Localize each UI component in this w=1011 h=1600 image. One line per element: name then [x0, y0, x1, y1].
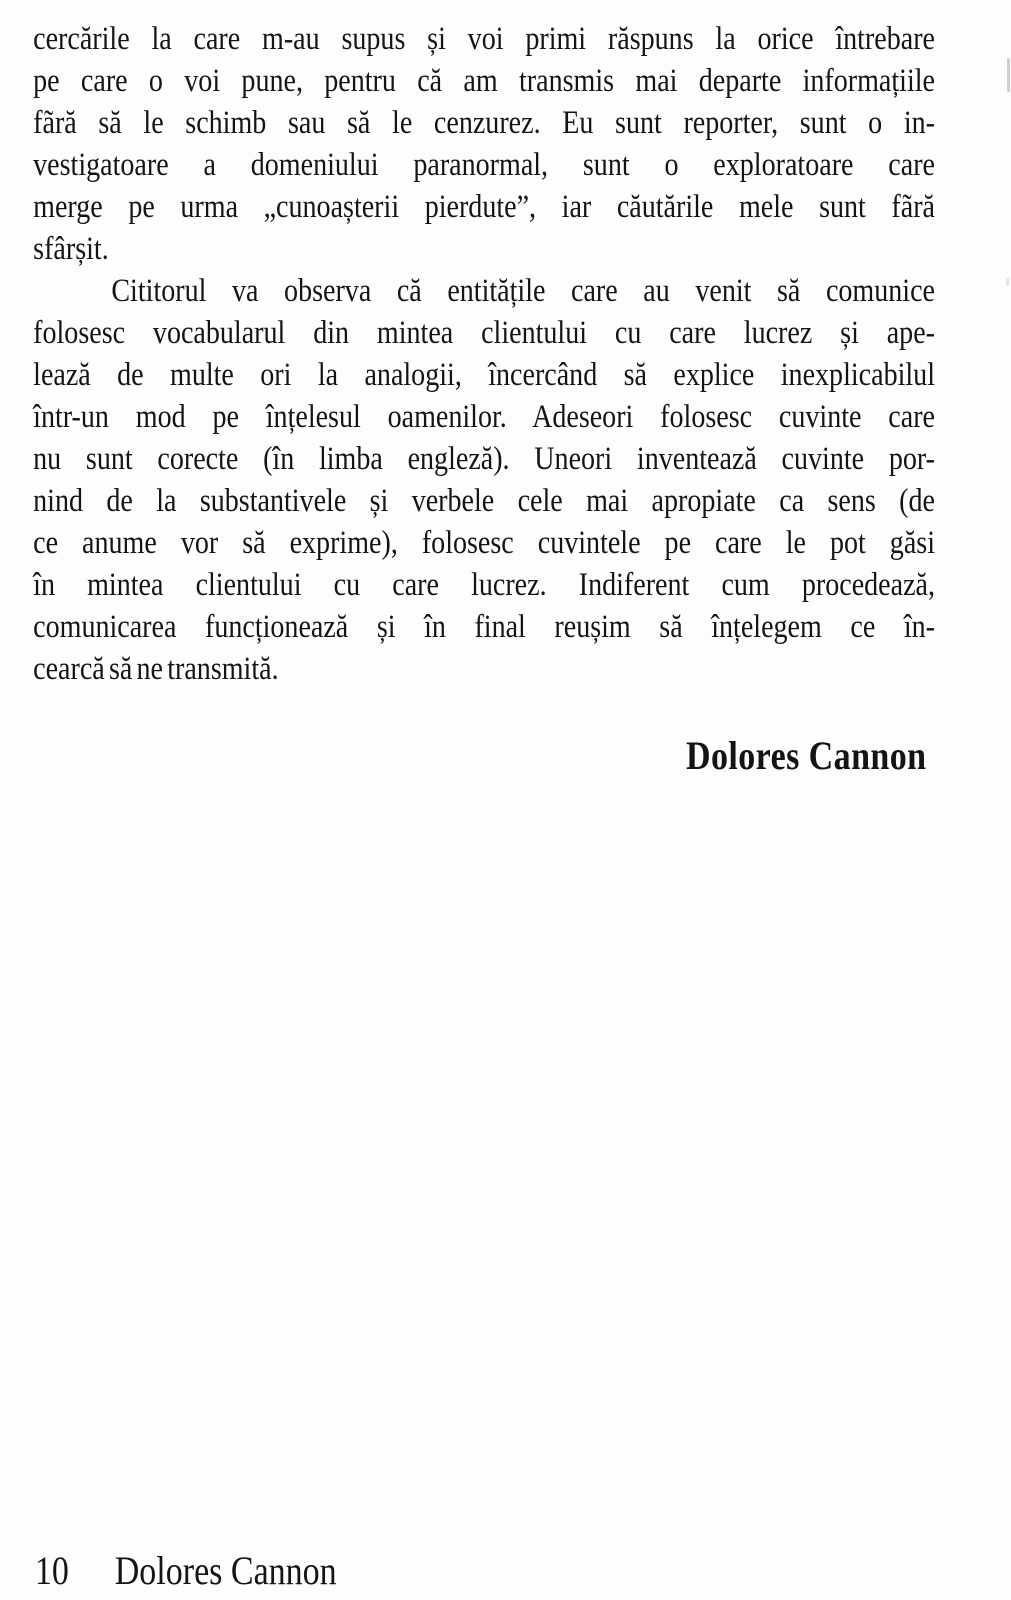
text-line: merge pe urma „cunoașterii pierdute”, iar căutările mele sunt fãră: [33, 189, 935, 225]
text-line: nind de la substantivele și verbele cele mai apropiate ca sens (de: [33, 483, 935, 519]
text-line: într-un mod pe înțelesul oamenilor. Adeseori folosesc cuvinte care: [33, 399, 935, 435]
scan-artifact: [1007, 58, 1010, 92]
text-line: folosesc vocabularul din mintea clientului cu care lucrez și ape-: [33, 315, 935, 351]
text-line: vestigatoare a domeniului paranormal, sunt o exploratoare care: [33, 147, 935, 183]
running-title: Dolores Cannon: [114, 1548, 337, 1593]
text-line: nu sunt corecte (în limba engleză). Uneori inventează cuvinte por-: [33, 441, 935, 477]
text-line: cercările la care m-au supus și voi primi răspuns la orice întrebare: [33, 21, 935, 57]
page-body-text: [33, 18, 935, 690]
text-line: cearcă să ne transmită.: [33, 651, 279, 687]
page-footer: [35, 1548, 337, 1594]
page-number: 10: [34, 1548, 69, 1593]
text-line: fãră să le schimb sau să le cenzurez. Eu sunt reporter, sunt o in-: [33, 105, 935, 141]
text-line: sfârșit.: [33, 231, 109, 267]
text-line: ce anume vor să exprime), folosesc cuvintele pe care le pot găsi: [33, 525, 935, 561]
text-line: în mintea clientului cu care lucrez. Indiferent cum procedează,: [33, 567, 935, 603]
text-line: pe care o voi pune, pentru că am transmis mai departe informațiile: [33, 63, 935, 99]
author-signature: Dolores Cannon: [685, 733, 927, 778]
text-line: comunicarea funcționează și în final reușim să înțelegem ce în-: [33, 609, 935, 645]
scan-artifact: [1006, 278, 1009, 286]
text-line: lează de multe ori la analogii, încercând să explice inexplicabilul: [33, 357, 935, 393]
text-line: Cititorul va observa că entitățile care au venit să comunice: [111, 273, 936, 309]
